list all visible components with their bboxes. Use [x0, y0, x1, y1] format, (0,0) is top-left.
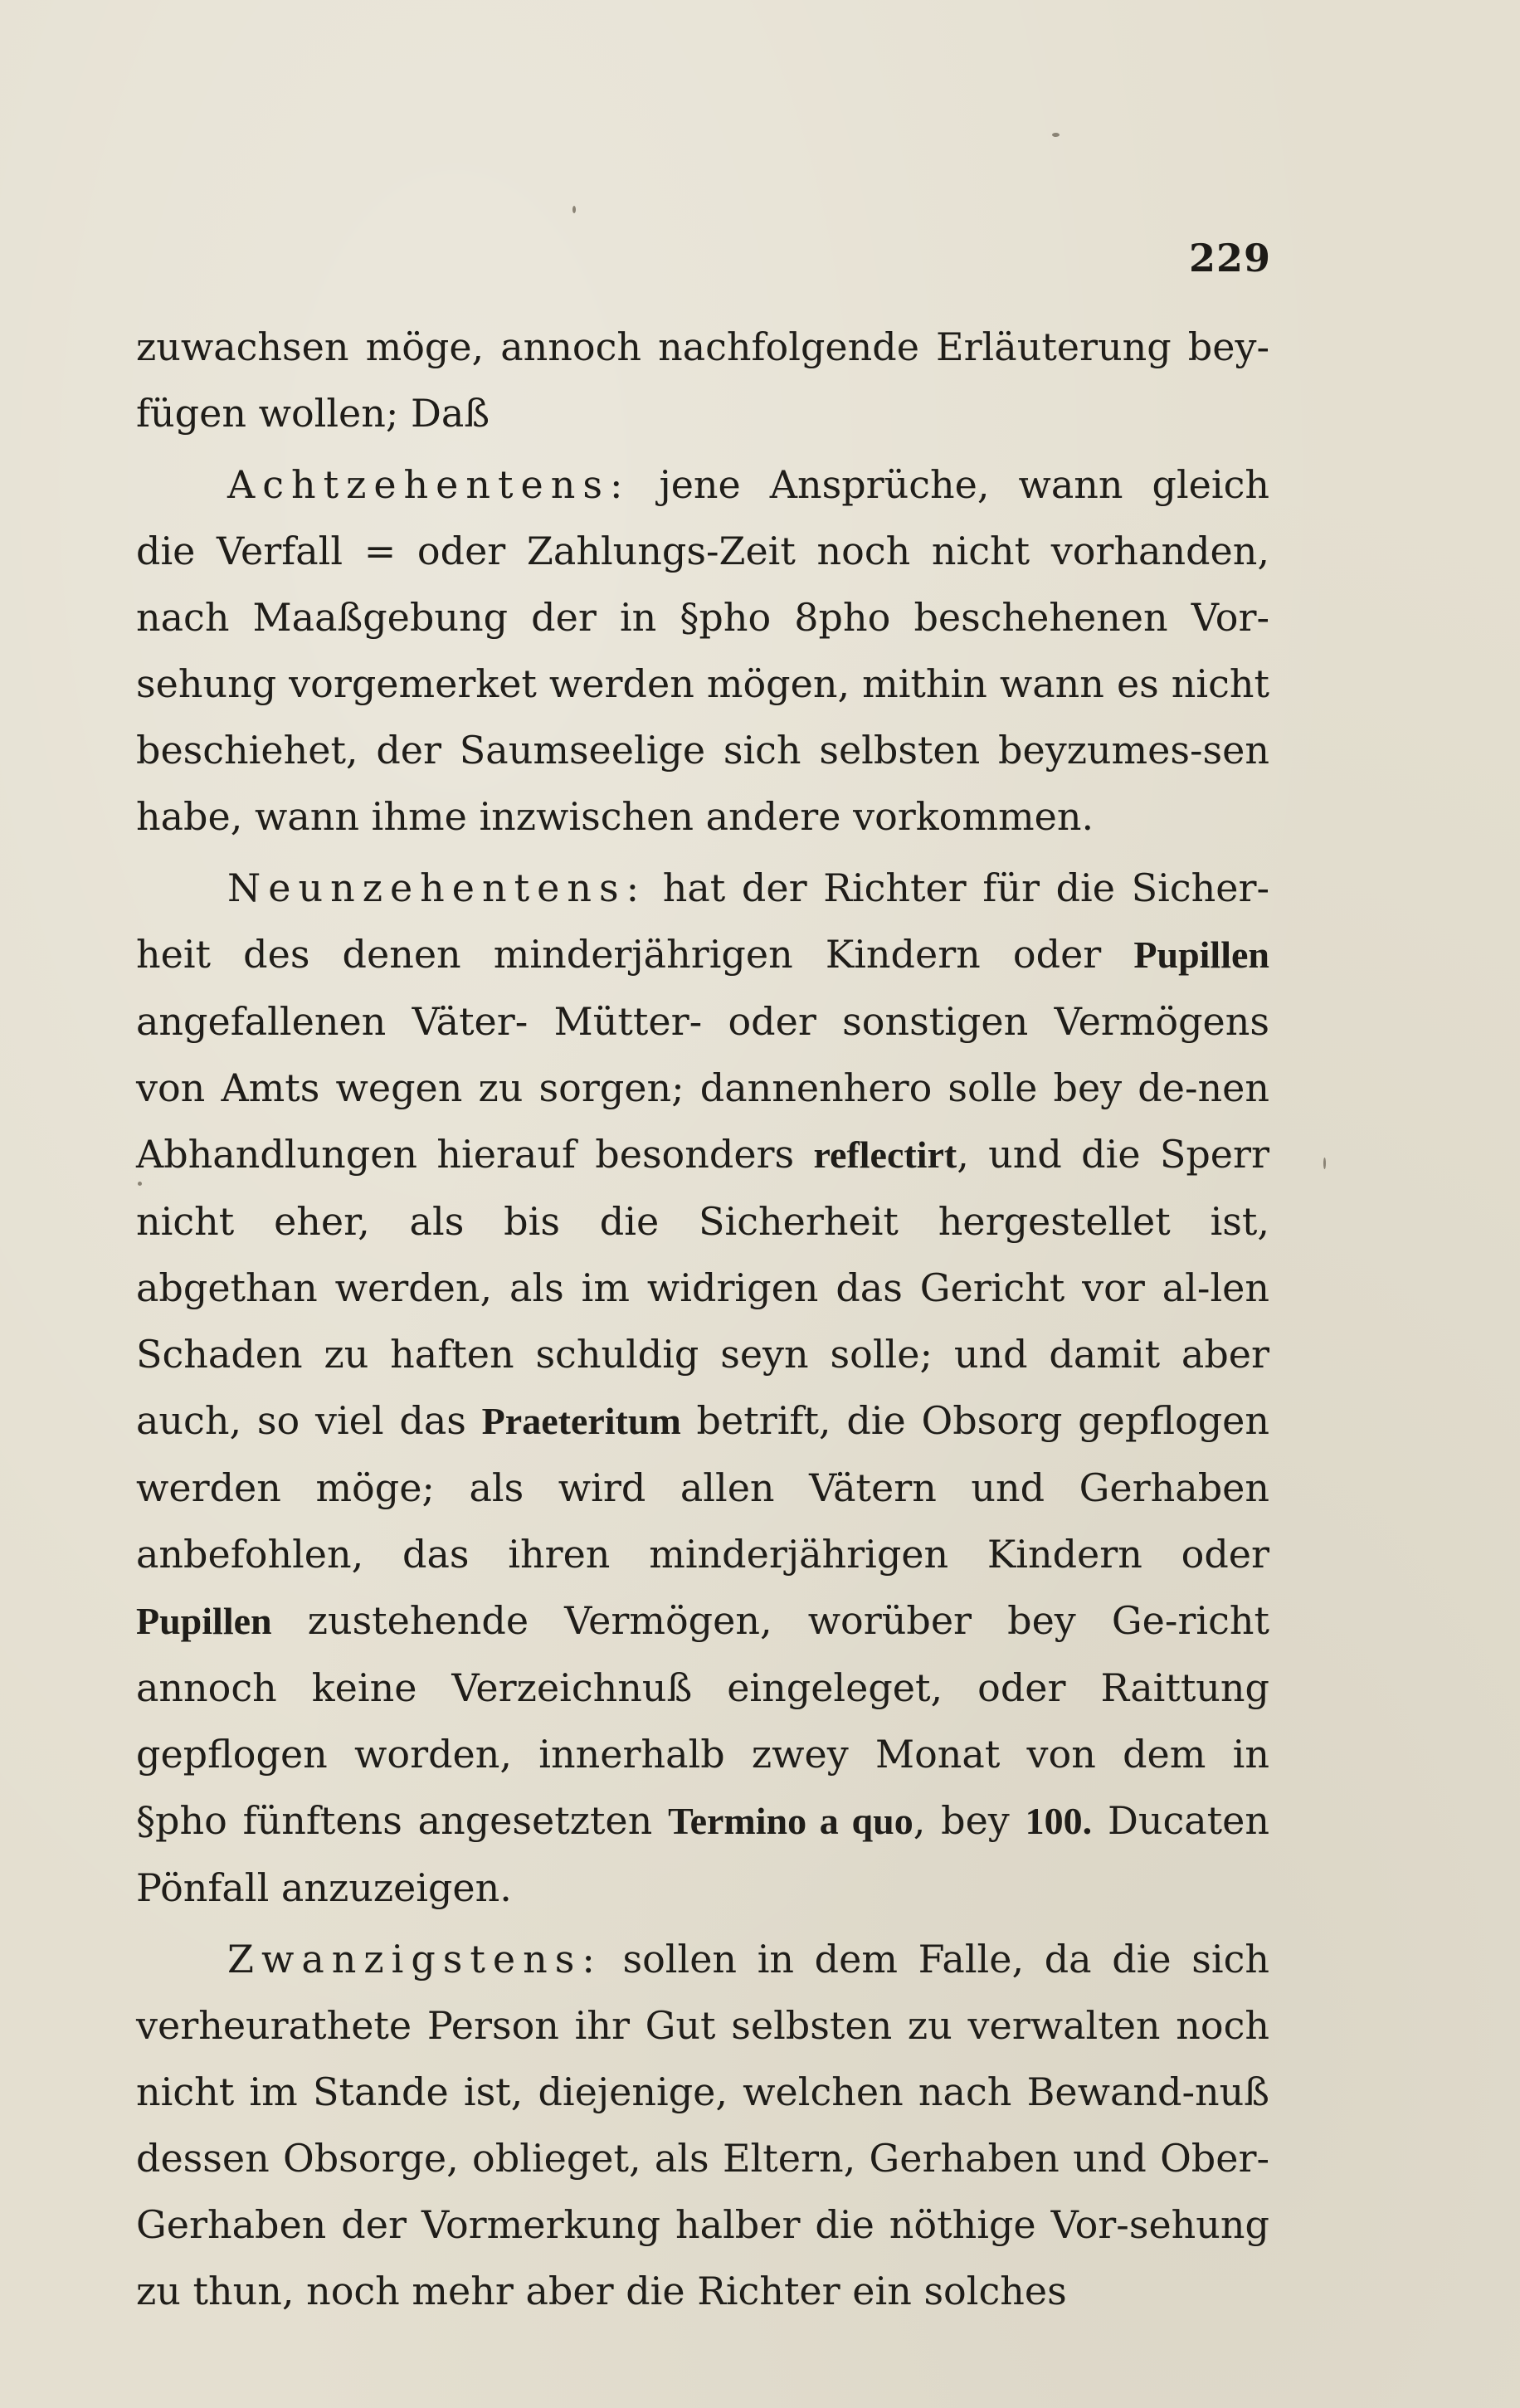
text-run: angefallenen Väter- Mütter- oder sonstigen Vermögens von Amts wegen zu sorgen; dannenhero solle bey de-nen Abhandlungen hierauf besonders: [136, 999, 1269, 1177]
latin-term: reflectirt: [813, 1133, 957, 1176]
paper-speck: [138, 1182, 142, 1186]
text-run: , bey: [913, 1798, 1026, 1843]
text-run: zuwachsen möge, annoch nachfolgende Erläuterung bey-fügen wollen; Daß: [136, 324, 1269, 436]
text-run: betrift, die Obsorg gepflogen werden möge; als wird allen Vätern und Gerhaben anbefohlen, das ihren minderjährigen Kindern oder: [136, 1398, 1269, 1577]
latin-term: Pupillen: [136, 1600, 272, 1642]
latin-term: Termino a quo: [668, 1800, 913, 1842]
text-run: hat der Richter für die Sicher-heit des denen minderjährigen Kindern oder: [136, 865, 1269, 977]
text-run: sollen in dem Falle, da die sich verheurathete Person ihr Gut selbsten zu verwalten noch nicht im Stande ist, diejenige, welchen nach Bewand-nuß dessen Obsorge, oblieget, als Eltern, Gerhaben und Ober-Gerhaben der Vormerkung halber die nöthige Vor-sehung zu thun, noch mehr aber die Richter ein solches: [136, 1937, 1269, 2313]
paper-speck: [572, 206, 576, 213]
latin-term: Praeteritum: [481, 1400, 681, 1442]
section-heading-word: Zwanzigstens:: [227, 1937, 602, 1981]
section-heading-word: Neunzehentens:: [227, 865, 647, 910]
text-run: jene Ansprüche, wann gleich die Verfall = oder Zahlungs-Zeit noch nicht vorhanden, nach Maaßgebung der in §pho 8pho beschehenen Vor-sehung vorgemerket werden mögen, mithin wann es nicht beschiehet, der Saumseelige sich selbsten beyzumes-sen habe, wann ihme inzwischen andere vorkommen.: [136, 462, 1269, 839]
paragraph-neunzehentens: [136, 855, 1269, 1921]
body-text: [136, 314, 1269, 2324]
paragraph-achtzehentens: [136, 451, 1269, 850]
paragraph-zwanzigstens: [136, 1926, 1269, 2324]
latin-term: 100.: [1025, 1800, 1093, 1842]
text-run: Ducaten Pönfall anzuzeigen.: [136, 1798, 1270, 1910]
section-heading-word: Achtzehentens:: [227, 462, 631, 507]
paper-speck: [1052, 133, 1060, 137]
paragraph-continuation: [136, 314, 1269, 446]
text-run: zustehende Vermögen, worüber bey Ge-richt annoch keine Verzeichnuß eingeleget, oder Raittung gepflogen worden, innerhalb zwey Monat von dem in §pho fünftens angesetzten: [136, 1598, 1269, 1843]
text-run: , und die Sperr nicht eher, als bis die Sicherheit hergestellet ist, abgethan werden, als im widrigen das Gericht vor al-len Schaden zu haften schuldig seyn solle; und damit aber auch, so viel das: [136, 1132, 1270, 1443]
page-number: 229: [1188, 236, 1271, 280]
paper-speck: [1323, 1158, 1326, 1169]
latin-term: Pupillen: [1133, 933, 1269, 976]
